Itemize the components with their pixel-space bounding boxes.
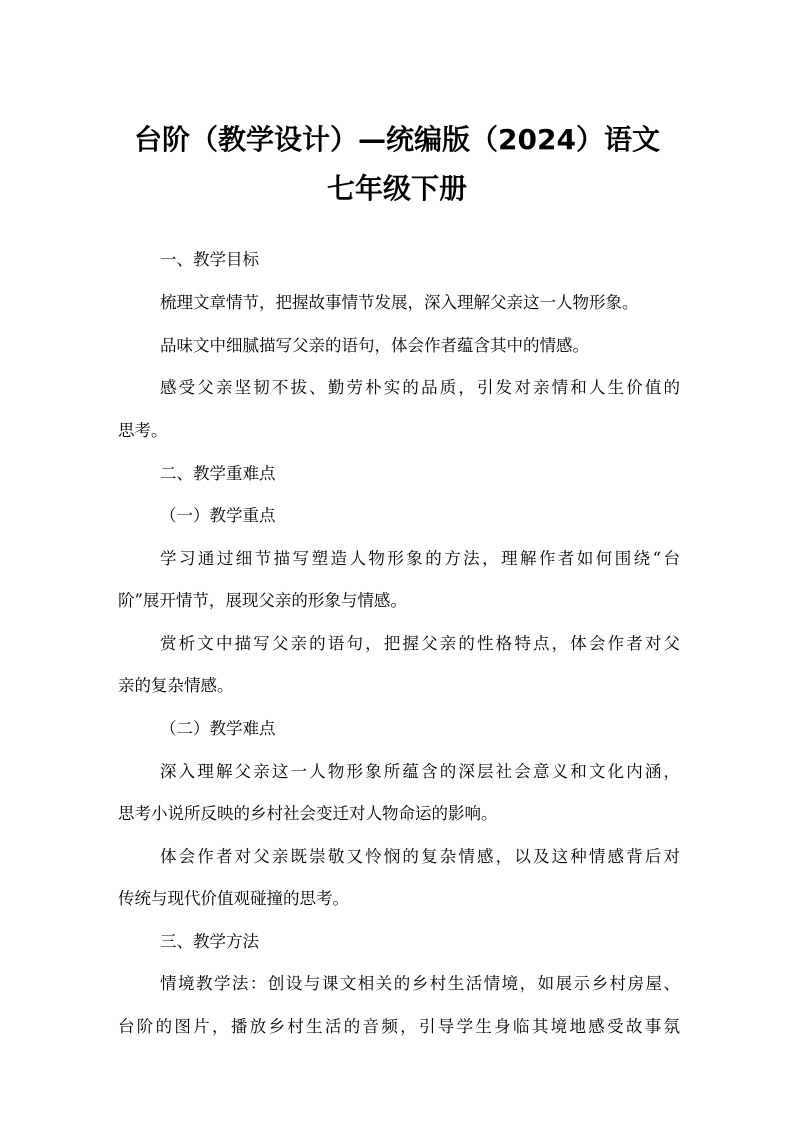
objective-item: 梳理文章情节，把握故事情节发展，深入理解父亲这一人物形象。 xyxy=(160,293,639,312)
document-title: 台阶（教学设计）—统编版（2024）语文 xyxy=(134,123,660,156)
focus-item: 学习通过细节描写塑造人物形象的方法，理解作者如何围绕“台 xyxy=(160,549,680,568)
difficulty-item: 深入理解父亲这一人物形象所蕴含的深层社会意义和文化内涵， xyxy=(160,762,680,781)
objective-item: 品味文中细腻描写父亲的语句，体会作者蕴含其中的情感。 xyxy=(160,336,589,355)
difficulty-item: 体会作者对父亲既崇敬又怜悯的复杂情感，以及这种情感背后对 xyxy=(160,847,680,866)
method-item-continued: 台阶的图片，播放乡村生活的音频，引导学生身临其境地感受故事氛 xyxy=(118,1017,680,1036)
section-heading-key-points: 二、教学重难点 xyxy=(160,464,276,483)
method-item: 情境教学法：创设与课文相关的乡村生活情境，如展示乡村房屋、 xyxy=(160,974,680,993)
focus-item-continued: 阶”展开情节，展现父亲的形象与情感。 xyxy=(118,591,407,610)
focus-item: 赏析文中描写父亲的语句，把握父亲的性格特点，体会作者对父 xyxy=(160,634,680,653)
difficulty-item-continued: 思考小说所反映的乡村社会变迁对人物命运的影响。 xyxy=(118,804,498,823)
subsection-heading-focus: （一）教学重点 xyxy=(160,506,276,525)
objective-item-continued: 思考。 xyxy=(118,421,168,440)
focus-item-continued: 亲的复杂情感。 xyxy=(118,676,234,695)
section-heading-methods: 三、教学方法 xyxy=(160,932,259,951)
subsection-heading-difficulty: （二）教学难点 xyxy=(160,719,276,738)
difficulty-item-continued: 传统与现代价值观碰撞的思考。 xyxy=(118,889,349,908)
objective-item: 感受父亲坚韧不拔、勤劳朴实的品质，引发对亲情和人生价值的 xyxy=(160,378,680,397)
document-subtitle: 七年级下册 xyxy=(326,172,467,205)
section-heading-objectives: 一、教学目标 xyxy=(160,250,259,269)
